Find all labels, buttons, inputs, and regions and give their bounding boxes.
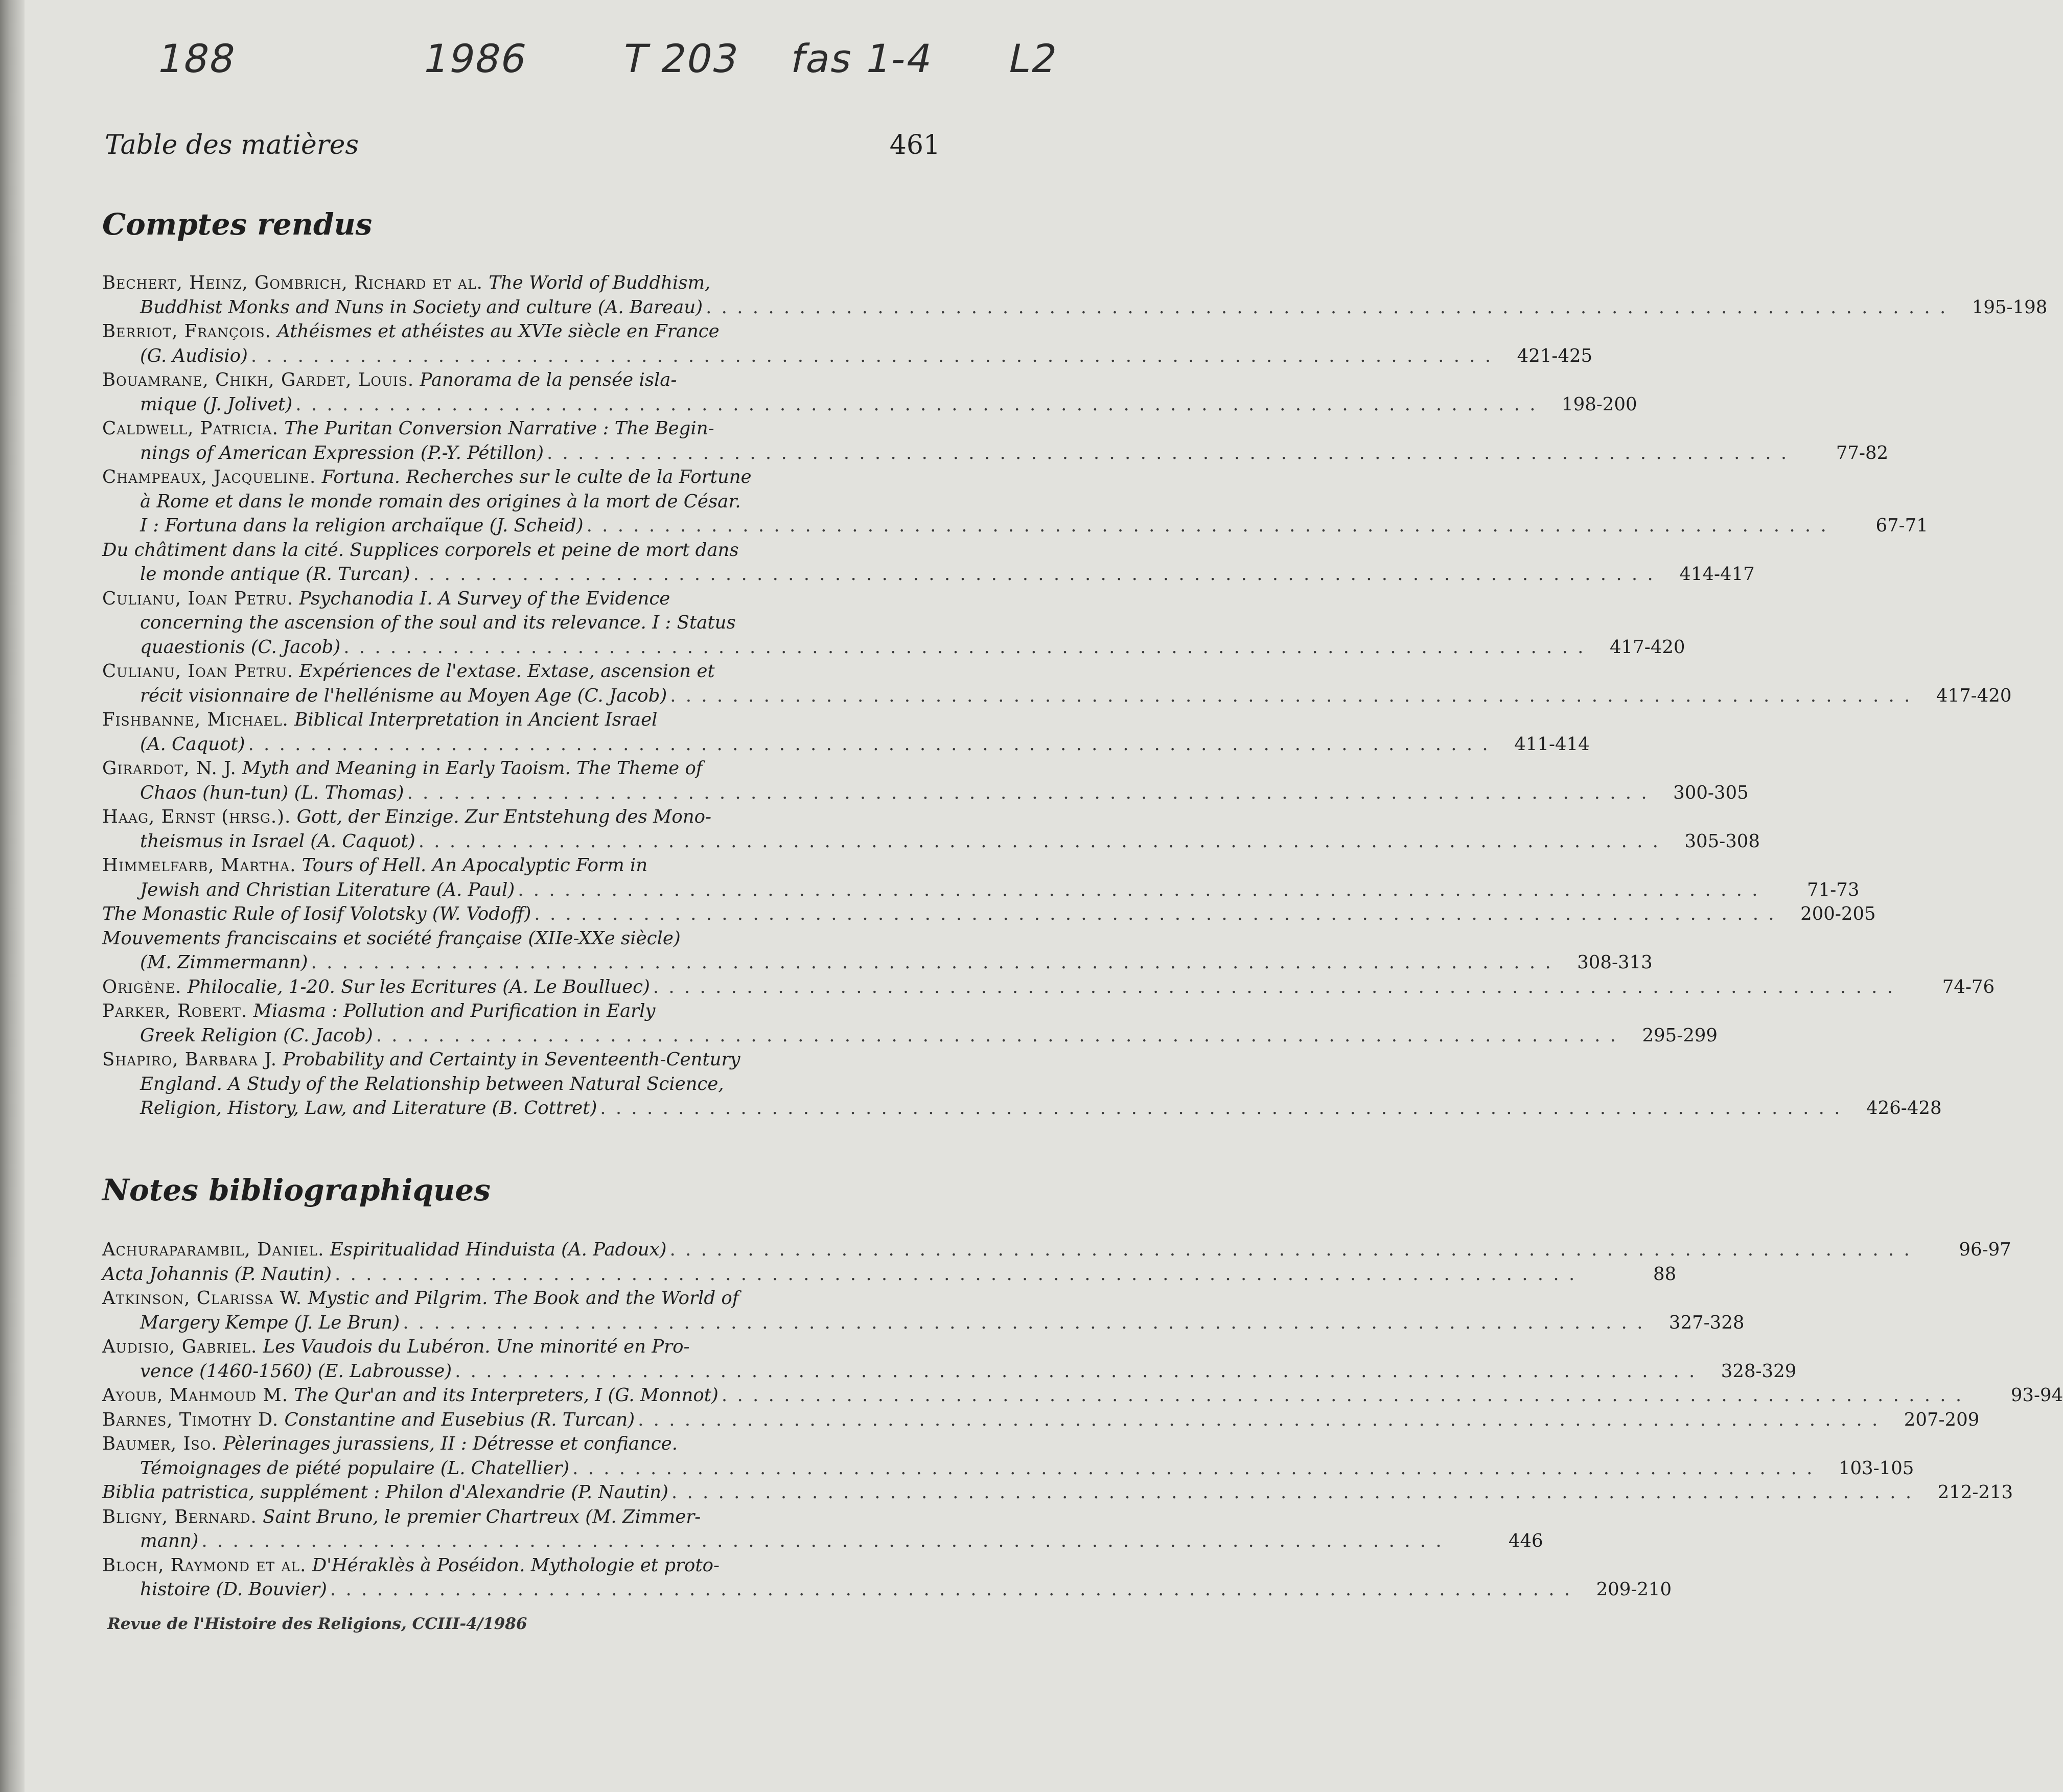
- entry-title-text: The World of Buddhism,: [489, 272, 711, 293]
- toc-entry-line: [102, 1577, 1672, 1602]
- entry-title-text: mique (J. Jolivet): [140, 393, 293, 415]
- toc-entry-line: [102, 1286, 943, 1311]
- entry-title-text: I : Fortuna dans la religion archaïque (J. Scheid): [140, 515, 584, 536]
- entry-author: Bloch, Raymond et al.: [102, 1554, 307, 1576]
- dot-leader: . . . . . . . . . . . . . . . . . . . . . . . . . . . . . . . . . . . . . . . . . . . . . . . . . . . . . . . . . . . . . . . . . . . . . . . . . . . . . . . .: [343, 636, 1586, 658]
- entry-title-text: Mystic and Pilgrim. The Book and the World of: [308, 1288, 739, 1309]
- toc-entry: [102, 416, 1889, 465]
- toc-entry-line: [102, 514, 1928, 538]
- toc-entry-line: [102, 465, 943, 490]
- entry-pages: 421-425: [1517, 345, 1593, 366]
- dot-leader: . . . . . . . . . . . . . . . . . . . . . . . . . . . . . . . . . . . . . . . . . . . . . . . . . . . . . . . . . . . . . . . . . . . . . . . . . . . . . . . .: [572, 1457, 1815, 1479]
- dot-leader: . . . . . . . . . . . . . . . . . . . . . . . . . . . . . . . . . . . . . . . . . . . . . . . . . . . . . . . . . . . . . . . . . . . . . . . . . . . . . . . .: [376, 1025, 1618, 1046]
- entry-author: Atkinson, Clarissa W.: [102, 1288, 303, 1309]
- entry-title-text: nings of American Expression (P.-Y. Pétillon): [140, 442, 544, 463]
- bibliographic-notes-list: [102, 1238, 2063, 1602]
- dot-leader: . . . . . . . . . . . . . . . . . . . . . . . . . . . . . . . . . . . . . . . . . . . . . . . . . . . . . . . . . . . . . . . . . . . . . . . . . . . . . . . .: [721, 1385, 1964, 1406]
- toc-entry-line: [102, 1553, 943, 1578]
- toc-entry-line: [102, 635, 1685, 660]
- dot-leader: . . . . . . . . . . . . . . . . . . . . . . . . . . . . . . . . . . . . . . . . . . . . . . . . . . . . . . . . . . . . . . . . . . . . . . . . . . . . . . . .: [586, 515, 1828, 536]
- toc-entry-line: [102, 587, 943, 611]
- entry-title-text: The Qur'an and its Interpreters, I (G. Monnot): [294, 1385, 718, 1406]
- dot-leader: . . . . . . . . . . . . . . . . . . . . . . . . . . . . . . . . . . . . . . . . . . . . . . . . . . . . . . . . . . . . . . . . . . . . . . . . . . . . . . . .: [600, 1098, 1842, 1119]
- entry-pages: 71-73: [1807, 879, 1860, 900]
- entry-pages: 209-210: [1596, 1579, 1672, 1600]
- entry-title-text: (G. Audisio): [140, 345, 248, 366]
- entry-author: Girardot, N. J.: [102, 758, 237, 779]
- toc-entry-line: [102, 1505, 943, 1529]
- toc-entry-line: [102, 1408, 1980, 1432]
- entry-title-text: Acta Johannis (P. Nautin): [102, 1263, 332, 1285]
- toc-entry: [102, 1286, 1745, 1335]
- section-title-notes-bibliographiques: Notes bibliographiques: [102, 1173, 491, 1207]
- entry-title-text: Fortuna. Recherches sur le culte de la Fortune: [321, 467, 752, 487]
- toc-entry: [102, 465, 1928, 538]
- toc-entry-line: [102, 975, 1995, 999]
- dot-leader: . . . . . . . . . . . . . . . . . . . . . . . . . . . . . . . . . . . . . . . . . . . . . . . . . . . . . . . . . . . . . . . . . . . . . . . . . . . . . . . .: [311, 952, 1553, 973]
- toc-entry: [102, 659, 2012, 708]
- entry-title-text: Athéismes et athéistes au XVIe siècle en France: [277, 321, 720, 342]
- dot-leader: . . . . . . . . . . . . . . . . . . . . . . . . . . . . . . . . . . . . . . . . . . . . . . . . . . . . . . . . . . . . . . . . . . . . . . . . . . . . . . . .: [534, 903, 1776, 924]
- handwritten-note: T 203: [618, 36, 744, 81]
- dot-leader: . . . . . . . . . . . . . . . . . . . . . . . . . . . . . . . . . . . . . . . . . . . . . . . . . . . . . . . . . . . . . . . . . . . . . . . . . . . . . . . .: [335, 1263, 1577, 1285]
- entry-author: Baumer, Iso.: [102, 1433, 218, 1454]
- toc-entry: [102, 926, 1653, 975]
- toc-entry: [102, 1383, 2063, 1408]
- entry-title-text: concerning the ascension of the soul and its relevance. I : Status: [140, 612, 736, 633]
- toc-entry-line: [102, 538, 943, 563]
- entry-title-text: Constantine and Eusebius (R. Turcan): [284, 1409, 635, 1430]
- entry-title-text: Buddhist Monks and Nuns in Society and culture (A. Bareau): [140, 296, 703, 318]
- toc-entry-line: [102, 1335, 943, 1359]
- entry-pages: 417-420: [1936, 685, 2012, 706]
- journal-footer: Revue de l'Histoire des Religions, CCIII-4/1986: [107, 1615, 527, 1633]
- handwritten-annotations: [0, 20, 1109, 87]
- entry-pages: 300-305: [1673, 782, 1749, 803]
- toc-entry-line: [102, 950, 1653, 975]
- page-binding-edge: [0, 0, 25, 1792]
- dot-leader: . . . . . . . . . . . . . . . . . . . . . . . . . . . . . . . . . . . . . . . . . . . . . . . . . . . . . . . . . . . . . . . . . . . . . . . . . . . . . . . .: [670, 685, 1912, 706]
- entry-title-text: Myth and Meaning in Early Taoism. The Theme of: [242, 758, 703, 779]
- entry-title-text: Panorama de la pensée isla-: [420, 369, 677, 390]
- dot-leader: . . . . . . . . . . . . . . . . . . . . . . . . . . . . . . . . . . . . . . . . . . . . . . . . . . . . . . . . . . . . . . . . . . . . . . . . . . . . . . . .: [706, 296, 1948, 318]
- toc-entry: [102, 1480, 2013, 1505]
- entry-title-text: Biblia patristica, supplément : Philon d'Alexandrie (P. Nautin): [102, 1482, 668, 1503]
- handwritten-note: 188: [153, 36, 241, 81]
- toc-entry-line: [102, 1359, 1797, 1384]
- entry-pages: 74-76: [1942, 976, 1995, 997]
- entry-author: Achuraparambil, Daniel.: [102, 1239, 324, 1260]
- toc-entry-line: [102, 1096, 1942, 1121]
- toc-entry-line: [102, 1432, 943, 1456]
- toc-entry: [102, 1238, 2011, 1262]
- entry-title-text: Margery Kempe (J. Le Brun): [140, 1312, 400, 1333]
- toc-entry: [102, 999, 1718, 1048]
- toc-entry-line: [102, 319, 943, 344]
- entry-title-text: Biblical Interpretation in Ancient Israel: [294, 709, 658, 730]
- entry-author: Bouamrane, Chikh, Gardet, Louis.: [102, 369, 414, 390]
- entry-title-text: quaestionis (C. Jacob): [140, 636, 341, 658]
- entry-title-text: Religion, History, Law, and Literature (B. Cottret): [140, 1098, 597, 1119]
- entry-author: Audisio, Gabriel.: [102, 1336, 258, 1357]
- toc-entry: [102, 975, 1995, 999]
- page-number: 461: [889, 130, 940, 160]
- toc-entry-line: [102, 902, 1876, 926]
- entry-author: Bechert, Heinz, Gombrich, Richard et al.: [102, 272, 483, 293]
- toc-entry-line: [102, 805, 943, 829]
- entry-title-text: (A. Caquot): [140, 733, 245, 755]
- entry-pages: 327-328: [1668, 1312, 1745, 1333]
- toc-entry-line: [102, 708, 943, 732]
- toc-entry-line: [102, 1023, 1718, 1048]
- toc-entry: [102, 1505, 1543, 1553]
- entry-pages: 212-213: [1937, 1482, 2013, 1503]
- entry-title-text: Pèlerinages jurassiens, II : Détresse et confiance.: [223, 1433, 678, 1454]
- toc-entry-line: [102, 999, 943, 1023]
- toc-entry-line: [102, 441, 1889, 466]
- dot-leader: . . . . . . . . . . . . . . . . . . . . . . . . . . . . . . . . . . . . . . . . . . . . . . . . . . . . . . . . . . . . . . . . . . . . . . . . . . . . . . . .: [518, 879, 1760, 900]
- toc-entry-line: [102, 368, 943, 392]
- entry-pages: 88: [1653, 1263, 1677, 1285]
- dot-leader: . . . . . . . . . . . . . . . . . . . . . . . . . . . . . . . . . . . . . . . . . . . . . . . . . . . . . . . . . . . . . . . . . . . . . . . . . . . . . . . .: [418, 830, 1660, 852]
- entry-title-text: Tours of Hell. An Apocalyptic Form in: [302, 855, 648, 876]
- dot-leader: . . . . . . . . . . . . . . . . . . . . . . . . . . . . . . . . . . . . . . . . . . . . . . . . . . . . . . . . . . . . . . . . . . . . . . . . . . . . . . . .: [250, 345, 1493, 366]
- dot-leader: . . . . . . . . . . . . . . . . . . . . . . . . . . . . . . . . . . . . . . . . . . . . . . . . . . . . . . . . . . . . . . . . . . . . . . . . . . . . . . . .: [669, 1239, 1912, 1260]
- entry-title-text: Chaos (hun-tun) (L. Thomas): [140, 782, 404, 803]
- running-header: [105, 123, 940, 169]
- toc-entry-line: [102, 271, 943, 295]
- toc-entry: [102, 708, 1590, 756]
- toc-entry-line: [102, 344, 1593, 368]
- entry-title-text: D'Héraklès à Poséidon. Mythologie et proto-: [312, 1554, 720, 1576]
- entry-pages: 308-313: [1577, 952, 1653, 973]
- entry-pages: 328-329: [1721, 1360, 1797, 1382]
- entry-author: Berriot, François.: [102, 321, 271, 342]
- dot-leader: . . . . . . . . . . . . . . . . . . . . . . . . . . . . . . . . . . . . . . . . . . . . . . . . . . . . . . . . . . . . . . . . . . . . . . . . . . . . . . . .: [546, 442, 1789, 463]
- toc-entry-line: [102, 1311, 1745, 1335]
- entry-title-text: Philocalie, 1-20. Sur les Ecritures (A. Le Boulluec): [187, 976, 650, 997]
- toc-entry: [102, 805, 1760, 853]
- toc-entry-line: [102, 1238, 2011, 1262]
- entry-title-text: Psychanodia I. A Survey of the Evidence: [299, 588, 670, 609]
- toc-entry-line: [102, 853, 943, 878]
- toc-entry: [102, 1553, 1672, 1602]
- entry-author: Haag, Ernst (hrsg.).: [102, 806, 291, 827]
- entry-title-text: England. A Study of the Relationship between Natural Science,: [140, 1073, 724, 1095]
- entry-pages: 198-200: [1562, 393, 1637, 415]
- entry-title-text: Du châtiment dans la cité. Supplices corporels et peine de mort dans: [102, 539, 739, 561]
- entry-title-text: Probability and Certainty in Seventeenth-Century: [283, 1049, 740, 1070]
- entry-author: Himmelfarb, Martha.: [102, 855, 296, 876]
- toc-entry-line: [102, 416, 943, 441]
- entry-author: Culianu, Ioan Petru.: [102, 661, 293, 682]
- toc-entry-line: [102, 490, 943, 514]
- entry-author: Bligny, Bernard.: [102, 1506, 257, 1527]
- entry-pages: 426-428: [1866, 1098, 1942, 1119]
- dot-leader: . . . . . . . . . . . . . . . . . . . . . . . . . . . . . . . . . . . . . . . . . . . . . . . . . . . . . . . . . . . . . . . . . . . . . . . . . . . . . . . .: [413, 564, 1655, 585]
- toc-entry-line: [102, 392, 1637, 417]
- entry-title-text: theismus in Israel (A. Caquot): [140, 830, 415, 852]
- toc-entry-line: [102, 732, 1590, 757]
- entry-title-text: Expériences de l'extase. Extase, ascension et: [299, 661, 715, 682]
- toc-entry-line: [102, 1048, 943, 1072]
- entry-pages: 67-71: [1875, 515, 1928, 536]
- entry-title-text: Les Vaudois du Lubéron. Une minorité en Pro-: [263, 1336, 690, 1357]
- entry-title-text: The Puritan Conversion Narrative : The Begin-: [284, 418, 714, 439]
- entry-title-text: à Rome et dans le monde romain des origines à la mort de César.: [140, 491, 741, 512]
- entry-author: Parker, Robert.: [102, 1000, 248, 1021]
- entry-author: Champeaux, Jacqueline.: [102, 467, 316, 487]
- entry-author: Ayoub, Mahmoud M.: [102, 1385, 288, 1406]
- entry-author: Barnes, Timothy D.: [102, 1409, 279, 1430]
- toc-entry: [102, 1408, 1980, 1432]
- dot-leader: . . . . . . . . . . . . . . . . . . . . . . . . . . . . . . . . . . . . . . . . . . . . . . . . . . . . . . . . . . . . . . . . . . . . . . . . . . . . . . . .: [330, 1579, 1572, 1600]
- dot-leader: . . . . . . . . . . . . . . . . . . . . . . . . . . . . . . . . . . . . . . . . . . . . . . . . . . . . . . . . . . . . . . . . . . . . . . . . . . . . . . . .: [671, 1482, 1914, 1503]
- entry-title-text: Miasma : Pollution and Purification in Early: [253, 1000, 656, 1021]
- toc-entry: [102, 853, 1860, 902]
- toc-entry: [102, 271, 2048, 319]
- toc-entry: [102, 538, 1755, 587]
- entry-pages: 96-97: [1959, 1239, 2011, 1260]
- toc-entry-line: [102, 1480, 2013, 1505]
- dot-leader: . . . . . . . . . . . . . . . . . . . . . . . . . . . . . . . . . . . . . . . . . . . . . . . . . . . . . . . . . . . . . . . . . . . . . . . . . . . . . . . .: [248, 733, 1490, 755]
- dot-leader: . . . . . . . . . . . . . . . . . . . . . . . . . . . . . . . . . . . . . . . . . . . . . . . . . . . . . . . . . . . . . . . . . . . . . . . . . . . . . . . .: [455, 1360, 1697, 1382]
- toc-entry-line: [102, 781, 1749, 805]
- dot-leader: . . . . . . . . . . . . . . . . . . . . . . . . . . . . . . . . . . . . . . . . . . . . . . . . . . . . . . . . . . . . . . . . . . . . . . . . . . . . . . . .: [653, 976, 1895, 997]
- toc-entry: [102, 1262, 1677, 1287]
- dot-leader: . . . . . . . . . . . . . . . . . . . . . . . . . . . . . . . . . . . . . . . . . . . . . . . . . . . . . . . . . . . . . . . . . . . . . . . . . . . . . . . .: [403, 1312, 1645, 1333]
- entry-title-text: The Monastic Rule of Iosif Volotsky (W. Vodoff): [102, 903, 531, 924]
- handwritten-note: L2: [1004, 36, 1063, 81]
- toc-entry: [102, 1048, 1942, 1121]
- toc-entry-line: [102, 926, 943, 951]
- entry-title-text: Gott, der Einzige. Zur Entstehung des Mono-: [296, 806, 712, 827]
- dot-leader: . . . . . . . . . . . . . . . . . . . . . . . . . . . . . . . . . . . . . . . . . . . . . . . . . . . . . . . . . . . . . . . . . . . . . . . . . . . . . . . .: [201, 1530, 1444, 1551]
- header-title: Table des matières: [105, 130, 359, 160]
- toc-entry-line: [102, 829, 1760, 854]
- section-title-comptes-rendus: Comptes rendus: [102, 207, 373, 242]
- toc-entry-line: [102, 1529, 1543, 1553]
- entry-author: Culianu, Ioan Petru.: [102, 588, 293, 609]
- entry-author: Shapiro, Barbara J.: [102, 1049, 277, 1070]
- entry-pages: 305-308: [1684, 830, 1760, 852]
- toc-entry: [102, 1335, 1797, 1383]
- entry-title-text: histoire (D. Bouvier): [140, 1579, 327, 1600]
- toc-entry: [102, 756, 1749, 805]
- entry-author: Fishbanne, Michael.: [102, 709, 289, 730]
- handwritten-note: 1986: [419, 36, 532, 81]
- entry-pages: 195-198: [1972, 296, 2048, 318]
- toc-entry-line: [102, 562, 1755, 587]
- toc-entry: [102, 1432, 1914, 1480]
- entry-author: Caldwell, Patricia.: [102, 418, 279, 439]
- entry-title-text: le monde antique (R. Turcan): [140, 564, 410, 585]
- toc-entry-line: [102, 1262, 1677, 1287]
- entry-pages: 411-414: [1514, 733, 1590, 755]
- entry-pages: 207-209: [1904, 1409, 1980, 1430]
- dot-leader: . . . . . . . . . . . . . . . . . . . . . . . . . . . . . . . . . . . . . . . . . . . . . . . . . . . . . . . . . . . . . . . . . . . . . . . . . . . . . . . .: [295, 393, 1538, 415]
- entry-title-text: Jewish and Christian Literature (A. Paul): [140, 879, 515, 900]
- toc-entry: [102, 368, 1637, 416]
- entry-pages: 295-299: [1642, 1025, 1718, 1046]
- entry-pages: 103-105: [1838, 1457, 1914, 1479]
- reviews-list: [102, 271, 2048, 1121]
- entry-title-text: Témoignages de piété populaire (L. Chatellier): [140, 1457, 570, 1479]
- toc-entry-line: [102, 1072, 943, 1097]
- toc-entry: [102, 902, 1876, 926]
- entry-title-text: Saint Bruno, le premier Chartreux (M. Zimmer-: [263, 1506, 701, 1527]
- toc-entry-line: [102, 756, 943, 781]
- toc-entry-line: [102, 295, 2048, 320]
- toc-entry-line: [102, 878, 1860, 902]
- toc-entry-line: [102, 1383, 2063, 1408]
- toc-entry-line: [102, 611, 943, 635]
- entry-pages: 417-420: [1609, 636, 1685, 658]
- handwritten-note: fas 1-4: [787, 36, 938, 81]
- toc-entry-line: [102, 684, 2012, 708]
- toc-entry: [102, 587, 1685, 660]
- toc-entry: [102, 319, 1593, 368]
- entry-pages: 414-417: [1679, 564, 1755, 585]
- entry-pages: 200-205: [1800, 903, 1876, 924]
- entry-title-text: Espiritualidad Hinduista (A. Padoux): [330, 1239, 667, 1260]
- entry-pages: 446: [1508, 1530, 1543, 1551]
- entry-title-text: mann): [140, 1530, 199, 1551]
- dot-leader: . . . . . . . . . . . . . . . . . . . . . . . . . . . . . . . . . . . . . . . . . . . . . . . . . . . . . . . . . . . . . . . . . . . . . . . . . . . . . . . .: [638, 1409, 1880, 1430]
- entry-title-text: Mouvements franciscains et société française (XIIe-XXe siècle): [102, 927, 681, 949]
- toc-entry-line: [102, 1456, 1914, 1481]
- entry-title-text: Greek Religion (C. Jacob): [140, 1025, 373, 1046]
- entry-title-text: (M. Zimmermann): [140, 952, 308, 973]
- toc-entry-line: [102, 659, 943, 684]
- entry-title-text: récit visionnaire de l'hellénisme au Moyen Age (C. Jacob): [140, 685, 667, 706]
- entry-pages: 93-94: [2010, 1385, 2063, 1406]
- entry-author: Origène.: [102, 976, 182, 997]
- entry-pages: 77-82: [1836, 442, 1889, 463]
- entry-title-text: vence (1460-1560) (E. Labrousse): [140, 1360, 452, 1382]
- dot-leader: . . . . . . . . . . . . . . . . . . . . . . . . . . . . . . . . . . . . . . . . . . . . . . . . . . . . . . . . . . . . . . . . . . . . . . . . . . . . . . . .: [407, 782, 1649, 803]
